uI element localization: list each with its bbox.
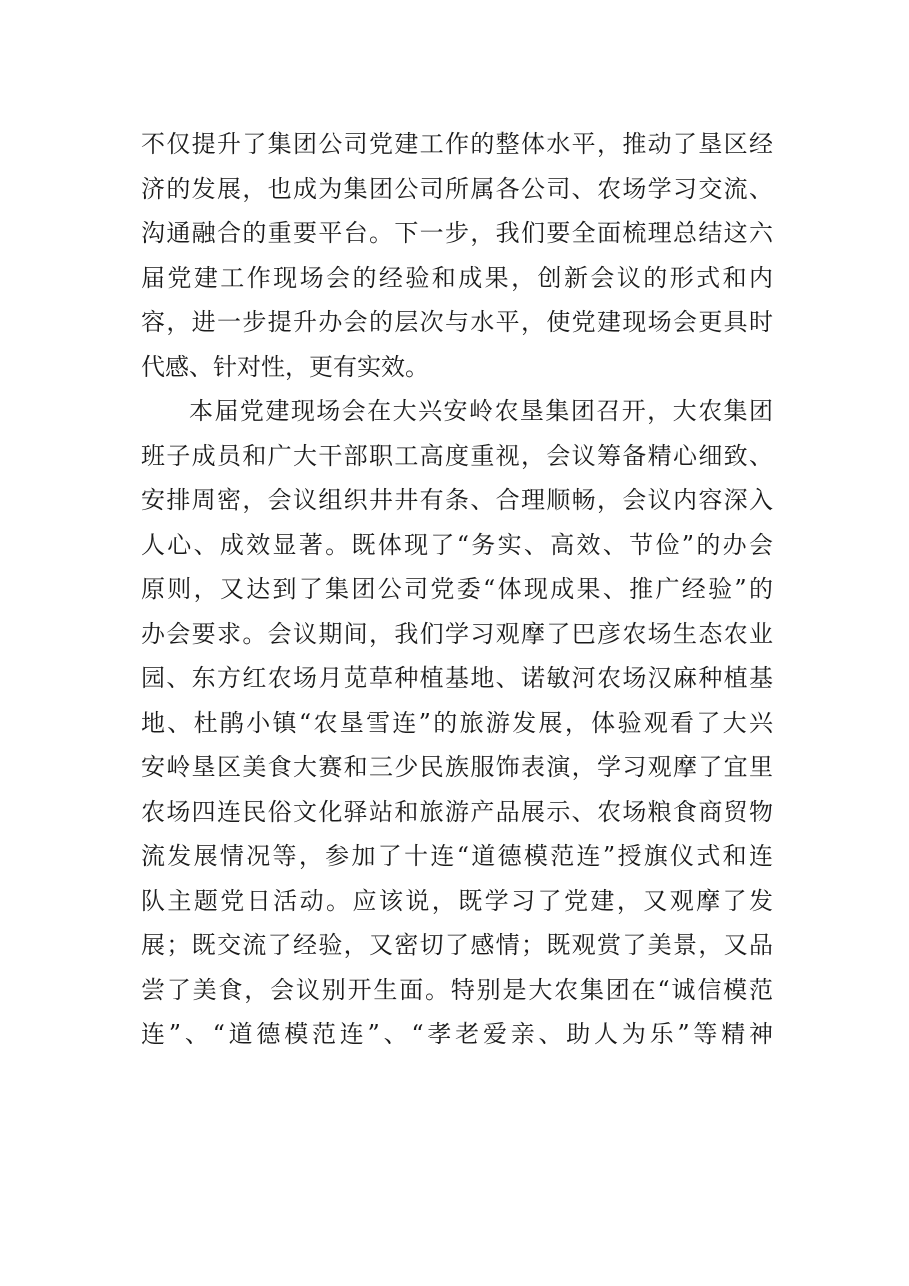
text-line: 队主题党日活动。应该说，既学习了党建，又观摩了发 xyxy=(141,886,773,915)
paragraph-1 xyxy=(141,122,773,389)
text-line: 办会要求。会议期间，我们学习观摩了巴彦农场生态农业 xyxy=(141,619,773,648)
text-line: 代感、针对性，更有实效。 xyxy=(141,352,429,381)
text-line: 展；既交流了经验，又密切了感情；既观赏了美景，又品 xyxy=(141,931,773,959)
text-line: 届党建工作现场会的经验和成果，创新会议的形式和内 xyxy=(141,263,773,292)
text-line: 园、东方红农场月苋草种植基地、诺敏河农场汉麻种植基 xyxy=(141,664,773,692)
text-line: 安岭垦区美食大赛和三少民族服饰表演，学习观摩了宜里 xyxy=(141,753,773,781)
text-line: 本届党建现场会在大兴安岭农垦集团召开，大农集团 xyxy=(189,397,773,425)
text-line: 连”、“道德模范连”、“孝老爱亲、助人为乐”等精神 xyxy=(141,1020,773,1048)
text-line: 原则，又达到了集团公司党委“体现成果、推广经验”的 xyxy=(141,575,773,603)
text-line: 沟通融合的重要平台。下一步，我们要全面梳理总结这六 xyxy=(141,219,773,247)
document-body xyxy=(141,122,773,1057)
text-line: 尝了美食，会议别开生面。特别是大农集团在“诚信模范 xyxy=(141,975,773,1004)
text-line: 济的发展，也成为集团公司所属各公司、农场学习交流、 xyxy=(141,174,773,203)
text-line: 农场四连民俗文化驿站和旅游产品展示、农场粮食商贸物 xyxy=(141,797,773,826)
text-line: 流发展情况等，参加了十连“道德模范连”授旗仪式和连 xyxy=(141,842,773,870)
text-line: 不仅提升了集团公司党建工作的整体水平，推动了垦区经 xyxy=(141,130,773,158)
text-line: 安排周密，会议组织井井有条、合理顺畅，会议内容深入 xyxy=(141,486,773,514)
text-line: 容，进一步提升办会的层次与水平，使党建现场会更具时 xyxy=(141,308,773,336)
text-line: 地、杜鹃小镇“农垦雪连”的旅游发展，体验观看了大兴 xyxy=(141,708,773,737)
text-line: 人心、成效显著。既体现了“务实、高效、节俭”的办会 xyxy=(141,530,773,559)
text-line: 班子成员和广大干部职工高度重视，会议筹备精心细致、 xyxy=(141,441,773,470)
paragraph-2 xyxy=(141,389,773,1057)
